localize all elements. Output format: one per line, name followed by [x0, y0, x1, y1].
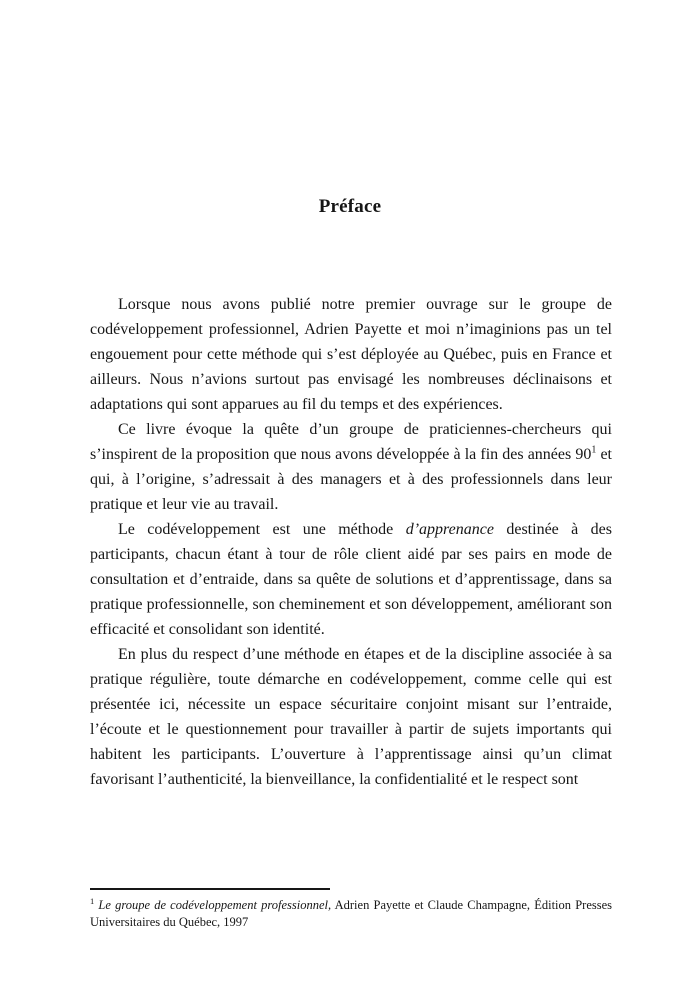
paragraph-3 [90, 517, 612, 642]
paragraph-3-text-continued: destinée à des participants, chacun étant à tour de rôle client aidé par ses pairs en mode de consultation et d’entraide, dans sa quête de solutions et d’apprentissage, dans sa pratique professionnelle, son cheminement et son développement, améliorant son efficacité et consolidant son identité. [90, 521, 612, 638]
page-title: Préface [318, 196, 382, 217]
paragraph-2 [90, 417, 612, 517]
paragraph-2-text-continued: et qui, à l’origine, s’adressait à des managers et à des professionnels dans leur pratique et leur vie au travail. [90, 446, 613, 513]
footnote-reference-mark: 1 [591, 444, 597, 456]
paragraph-4-text: En plus du respect d’une méthode en étapes et de la discipline associée à sa pratique régulière, toute démarche en codéveloppement, comme celle qui est présentée ici, nécessite un espace sécuritaire conjoint misant sur l’entraide, l’écoute et le questionnement pour travailler à partir de sujets importants qui habitent les participants. L’ouverture à l’apprentissage ainsi qu’un climat favorisant l’authenticité, la bienveillance, la confidentialité et le respect sont [90, 646, 612, 788]
footnote-area [90, 888, 612, 931]
paragraph-3-text: Le codéveloppement est une méthode [118, 521, 406, 538]
footnote-marker: 1 [90, 895, 95, 906]
footnote [90, 897, 612, 931]
footnote-text: Adrien Payette et Claude Champagne, Édition Presses Universitaires du Québec, 1997 [90, 898, 613, 929]
paragraph-4 [90, 642, 612, 792]
paragraph-2-text: Ce livre évoque la quête d’un groupe de praticiennes-chercheurs qui s’inspirent de la proposition que nous avons développée à la fin des années 90 [90, 421, 612, 463]
paragraph-1 [90, 292, 612, 417]
footnote-book-title: Le groupe de codéveloppement professionnel, [98, 898, 332, 912]
body-text [90, 292, 612, 792]
paragraph-1-text: Lorsque nous avons publié notre premier ouvrage sur le groupe de codéveloppement professionnel, Adrien Payette et moi n’imaginions pas un tel engouement pour cette méthode qui s’est déployée au Québec, puis en France et ailleurs. Nous n’avions surtout pas envisagé les nombreuses déclinaisons et adaptations qui sont apparues au fil du temps et des expériences. [90, 296, 612, 413]
footnote-separator-rule [90, 888, 330, 890]
italic-term: d’apprenance [405, 521, 494, 538]
